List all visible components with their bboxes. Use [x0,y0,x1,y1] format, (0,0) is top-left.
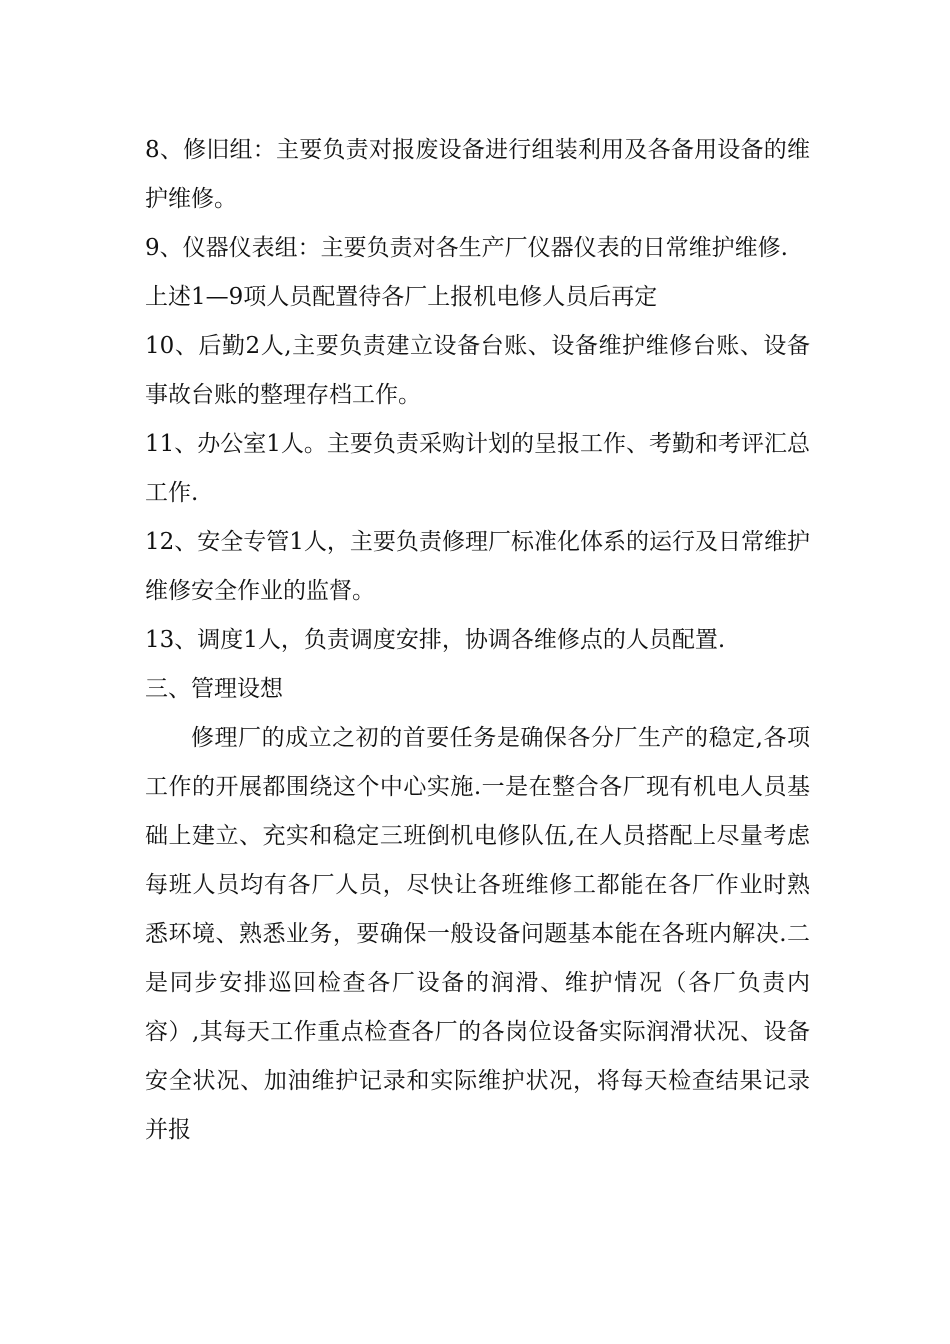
document-body [145,126,810,1155]
paragraph-item-10: 10、后勤2人,主要负责建立设备台账、设备维护维修台账、设备事故台账的整理存档工作。 [145,333,810,408]
paragraph-item-13: 13、调度1人，负责调度安排，协调各维修点的人员配置. [145,627,726,653]
body-paragraph: 修理厂的成立之初的首要任务是确保各分厂生产的稳定,各项工作的开展都围绕这个中心实施.一是在整合各厂现有机电人员基础上建立、充实和稳定三班倒机电修队伍,在人员搭配上尽量考虑每班人员均有各厂人员，尽快让各班维修工都能在各厂作业时熟悉环境、熟悉业务，要确保一般设备问题基本能在各班内解决.二是同步安排巡回检查各厂设备的润滑、维护情况（各厂负责内容）,其每天工作重点检查各厂的各岗位设备实际润滑状况、设备安全状况、加油维护记录和实际维护状况，将每天检查结果记录并报 [145,725,810,1143]
section-heading: 三、管理设想 [145,676,283,702]
paragraph-item-8: 8、修旧组：主要负责对报废设备进行组装利用及各备用设备的维护维修。 [145,137,810,212]
paragraph-item-11: 11、办公室1人。主要负责采购计划的呈报工作、考勤和考评汇总工作. [145,431,810,506]
paragraph-item-9: 9、仪器仪表组：主要负责对各生产厂仪器仪表的日常维护维修. [145,235,788,261]
paragraph-note: 上述1—9项人员配置待各厂上报机电修人员后再定 [145,284,658,310]
paragraph-item-12: 12、安全专管1人，主要负责修理厂标准化体系的运行及日常维护维修安全作业的监督。 [145,529,810,604]
